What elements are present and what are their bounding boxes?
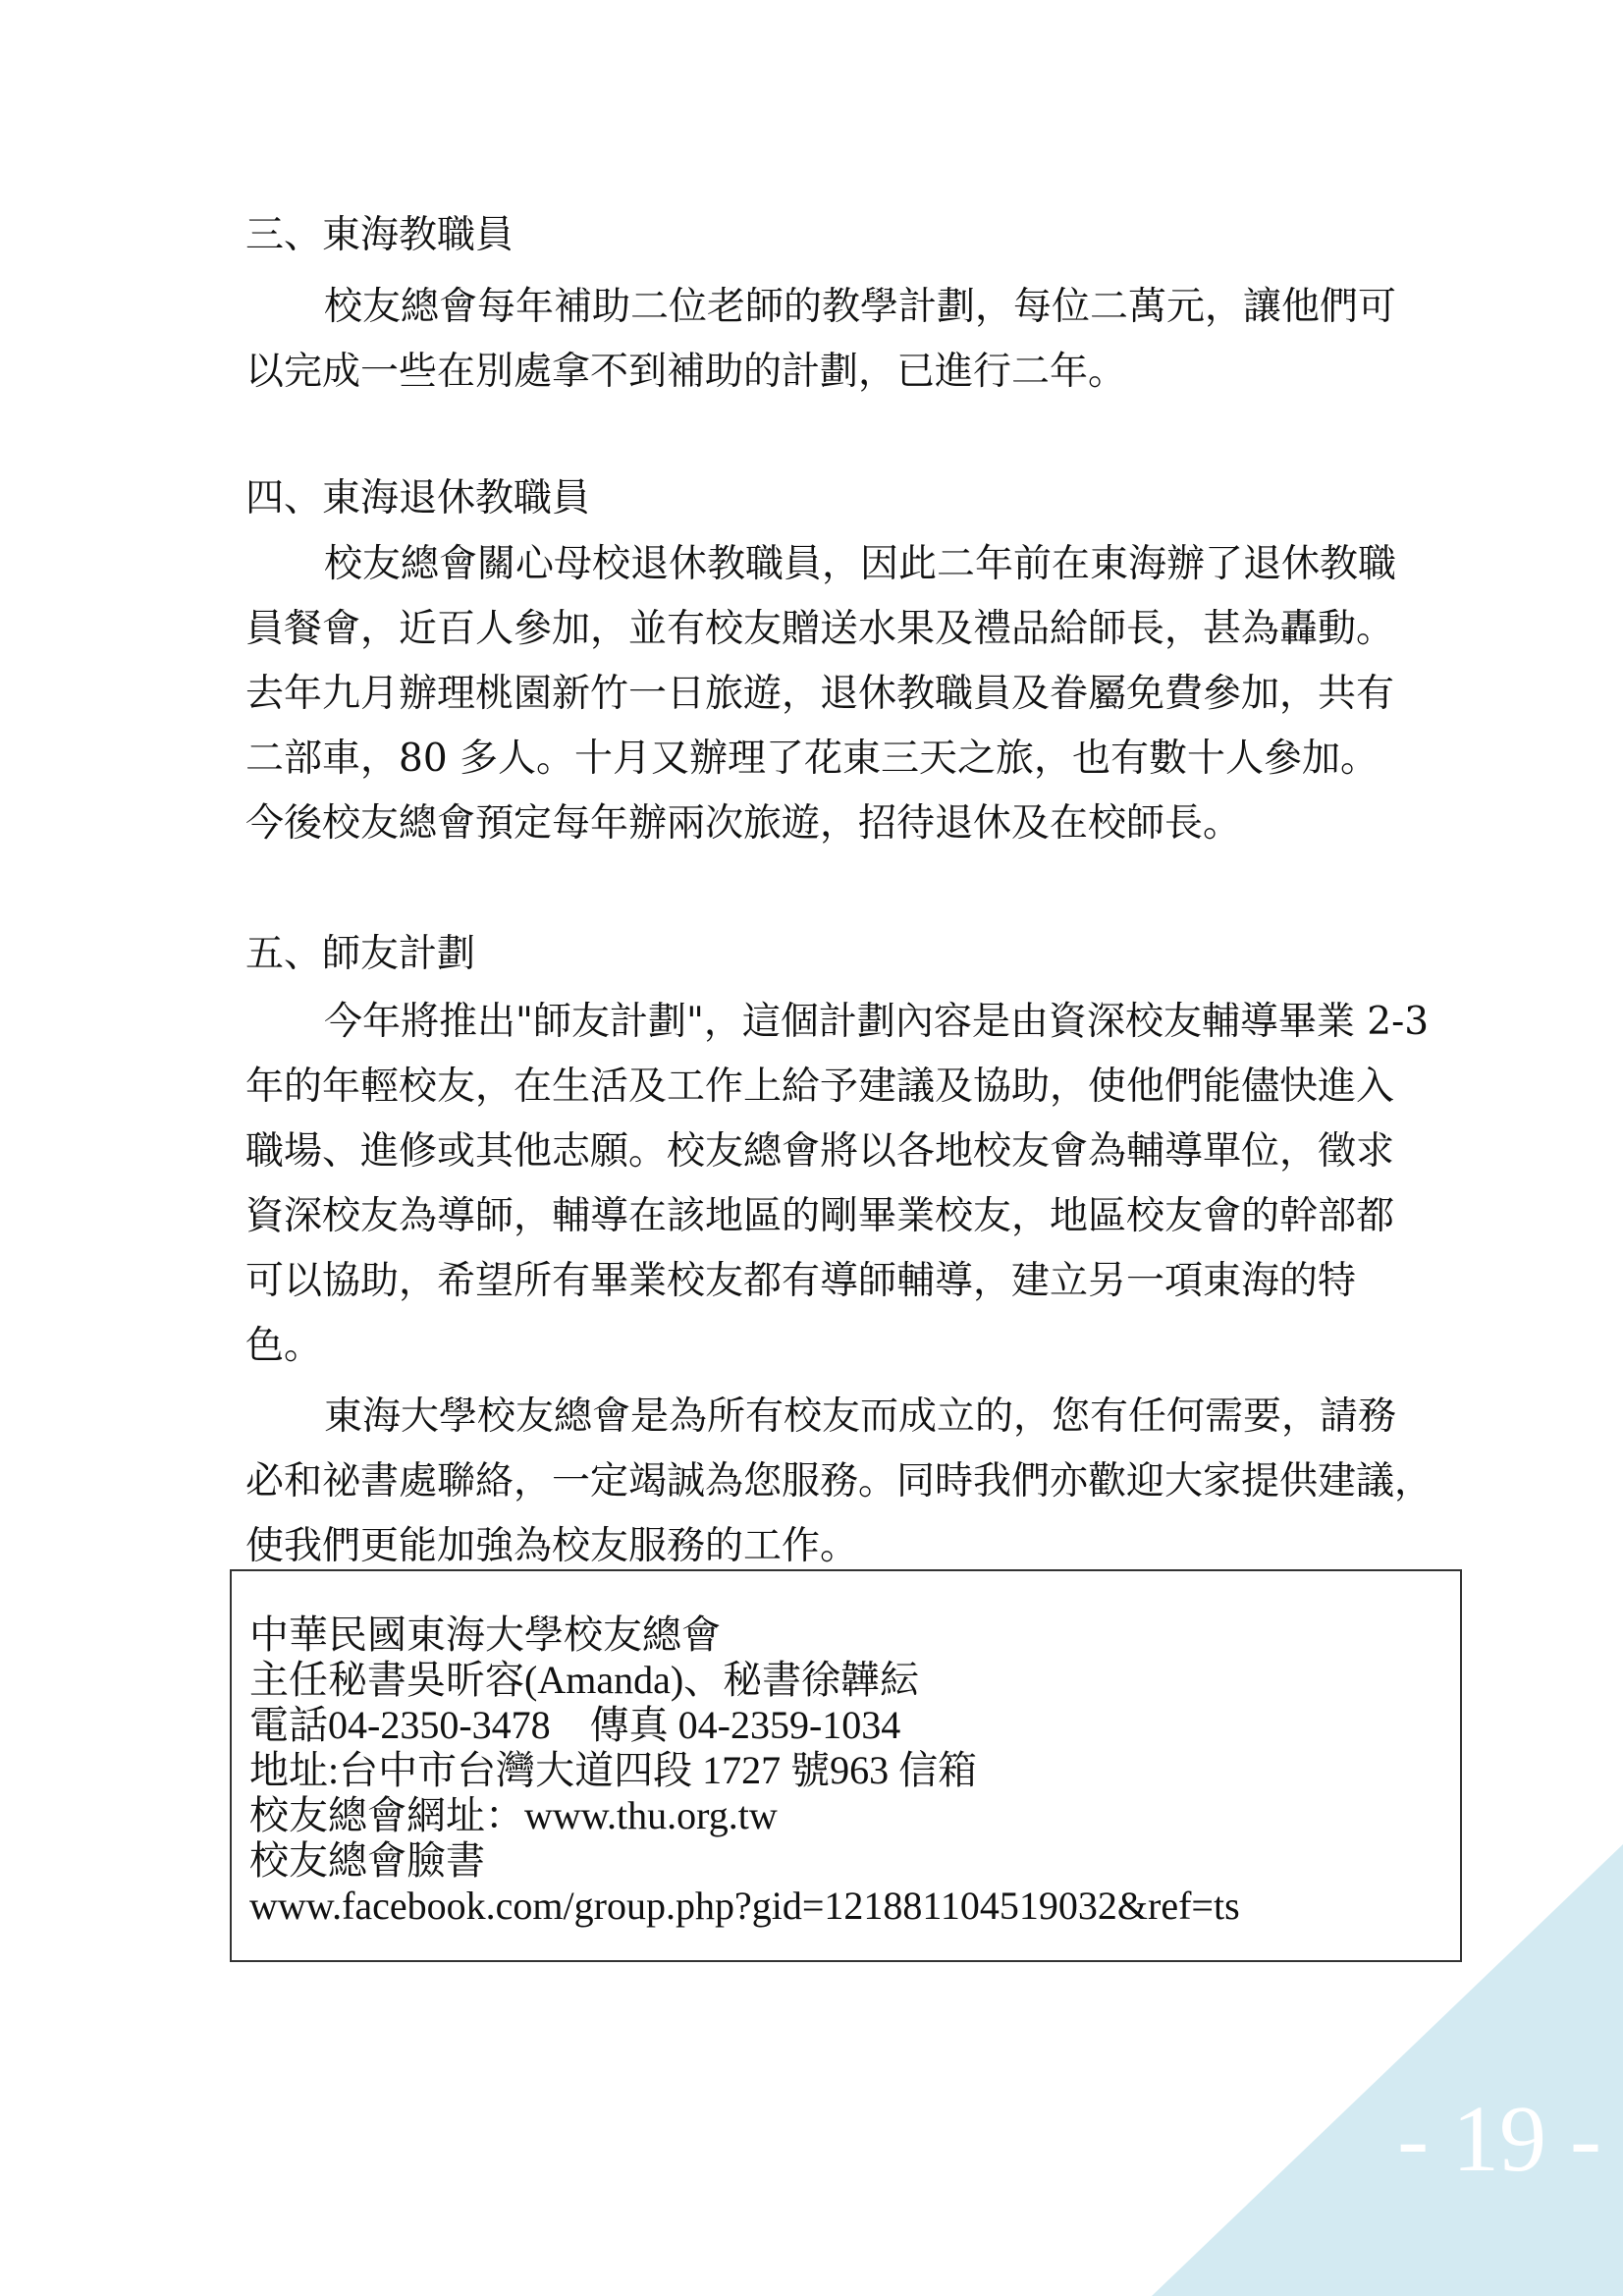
paragraph-line: 必和祕書處聯絡，一定竭誠為您服務。同時我們亦歡迎大家提供建議， <box>245 1459 1434 1503</box>
corner-triangle-shape <box>1152 1844 1623 2296</box>
section-heading-3: 三、東海教職員 <box>245 213 514 257</box>
paragraph-line: 以完成一些在別處拿不到補助的計劃，已進行二年。 <box>245 350 1127 394</box>
paragraph-line: 東海大學校友總會是為所有校友而成立的，您有任何需要，請務 <box>324 1394 1397 1439</box>
paragraph-line: 校友總會關心母校退休教職員，因此二年前在東海辦了退休教職 <box>324 542 1397 586</box>
page-number: - 19 - <box>1397 2086 1601 2191</box>
contact-facebook-url: www.facebook.com/group.php?gid=121881104519032&ref=ts <box>249 1884 1240 1928</box>
paragraph-line: 二部車，80 多人。十月又辦理了花東三天之旅，也有數十人參加。 <box>245 737 1380 781</box>
contact-secretaries: 主任秘書吳昕容(Amanda)、秘書徐韡紜 <box>249 1658 920 1702</box>
paragraph-line: 校友總會每年補助二位老師的教學計劃，每位二萬元，讓他們可 <box>324 285 1397 329</box>
paragraph-line: 使我們更能加強為校友服務的工作。 <box>245 1524 859 1568</box>
corner-triangle-decoration <box>1152 1844 1623 2296</box>
section-4-paragraph <box>245 532 1468 856</box>
closing-paragraph <box>245 1385 1468 1579</box>
section-5-paragraph <box>245 990 1468 1379</box>
paragraph-line: 可以協助，希望所有畢業校友都有導師輔導，建立另一項東海的特 <box>245 1259 1357 1303</box>
contact-address: 地址:台中市台灣大道四段 1727 號963 信箱 <box>249 1748 978 1792</box>
paragraph-line: 今年將推出"師友計劃"，這個計劃內容是由資深校友輔導畢業 2-3 <box>324 1000 1430 1044</box>
section-3-paragraph <box>245 275 1468 405</box>
paragraph-line: 員餐會，近百人參加，並有校友贈送水果及禮品給師長，甚為轟動。 <box>245 607 1395 651</box>
contact-facebook-label: 校友總會臉書 <box>249 1838 485 1883</box>
section-heading-4: 四、東海退休教職員 <box>245 476 591 520</box>
paragraph-line: 職場、進修或其他志願。校友總會將以各地校友會為輔導單位，徵求 <box>245 1129 1395 1174</box>
contact-org-name: 中華民國東海大學校友總會 <box>249 1613 721 1657</box>
paragraph-line: 今後校友總會預定每年辦兩次旅遊，招待退休及在校師長。 <box>245 801 1242 846</box>
paragraph-line: 年的年輕校友，在生活及工作上給予建議及協助，使他們能儘快進入 <box>245 1065 1395 1109</box>
contact-phone-fax: 電話04-2350-3478 傳真 04-2359-1034 <box>249 1703 901 1747</box>
paragraph-line: 色。 <box>245 1324 323 1368</box>
contact-website: 校友總會網址：www.thu.org.tw <box>249 1793 778 1837</box>
paragraph-line: 去年九月辦理桃園新竹一日旅遊，退休教職員及眷屬免費參加，共有 <box>245 672 1395 716</box>
section-heading-5: 五、師友計劃 <box>245 932 476 976</box>
paragraph-line: 資深校友為導師，輔導在該地區的剛畢業校友，地區校友會的幹部都 <box>245 1194 1395 1238</box>
